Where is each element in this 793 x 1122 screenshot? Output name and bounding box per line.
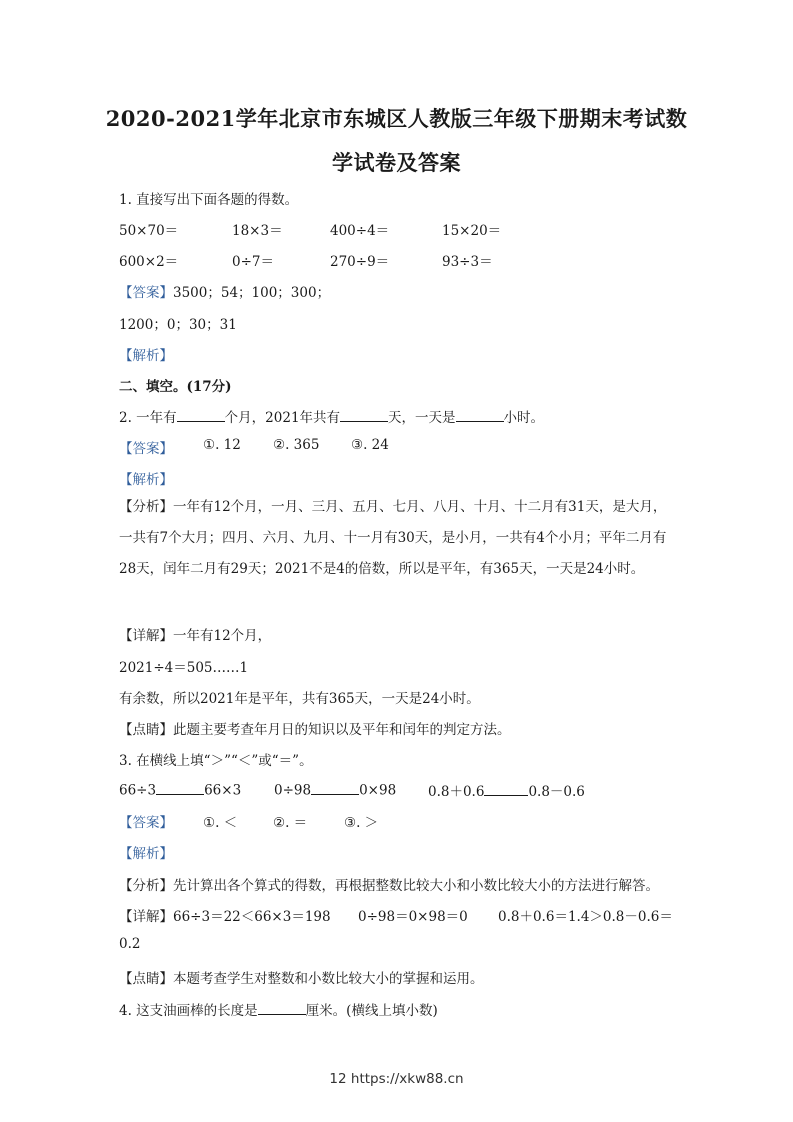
q2-answer-item: ②. 365 (273, 437, 320, 453)
q2-prompt-part: 个月，2021年共有 (224, 410, 341, 426)
q3-answer-item: ②. ＝ (273, 815, 308, 831)
q3-xiangjie-line (119, 905, 679, 925)
q3-expr: 0÷98 (274, 782, 312, 799)
q1-row1-item: 18×3＝ (232, 223, 283, 239)
q3-xiangjie-text-4: 0.2 (119, 936, 141, 952)
page-footer (0, 1071, 793, 1087)
q2-xiangjie-text-1: 一年有12个月， (173, 628, 272, 644)
q1-row1-item: 50×70＝ (119, 223, 179, 239)
q1-answer-line (119, 281, 330, 301)
q2-answer-item: ③. 24 (351, 437, 389, 453)
q4-blank (258, 1001, 306, 1016)
answer-tag: 【答案】 (119, 285, 173, 301)
q2-blank-days (340, 408, 388, 423)
q2-prompt-part: 2. 一年有 (119, 410, 177, 426)
q1-row-2 (119, 250, 679, 270)
q2-prompt-part: 小时。 (503, 410, 545, 426)
q1-row2-item: 0÷7＝ (232, 254, 274, 270)
q3-expr: 0.8－0.6 (528, 784, 585, 800)
fenxi-tag: 【分析】 (119, 499, 173, 515)
q1-answer-text-1: 3500；54；100；300； (173, 285, 331, 301)
q3-fenxi-line (119, 874, 659, 894)
q1-analysis-tag: 【解析】 (119, 348, 173, 364)
q3-expr: 0×98 (359, 782, 397, 799)
q2-xiangjie-text-2: 2021÷4＝505……1 (119, 660, 249, 676)
q3-blank-1 (156, 780, 204, 795)
answer-tag: 【答案】 (119, 441, 173, 457)
q3-blank-2 (311, 780, 359, 795)
q2-dianjing-line (119, 718, 511, 738)
q1-row2-item: 600×2＝ (119, 254, 179, 270)
q2-prompt (119, 406, 544, 426)
q3-xiangjie-text-1: 66÷3＝22＜66×3＝198 (173, 909, 331, 925)
q4-prompt-part: 4. 这支油画棒的长度是 (119, 1003, 258, 1019)
q2-dianjing-text: 此题主要考查年月日的知识以及平年和闰年的判定方法。 (173, 722, 511, 738)
q2-blank-hours (456, 408, 504, 423)
q3-answer-item: ①. ＜ (203, 815, 238, 831)
q3-prompt: 3. 在横线上填“＞”“＜”或“＝”。 (119, 753, 313, 769)
q2-blank-months (177, 408, 225, 423)
section-2-heading: 二、填空。(17分) (119, 379, 232, 395)
q2-answer-item: ①. 12 (203, 437, 241, 453)
q3-answer-item: ③. ＞ (344, 815, 379, 831)
q1-row-1 (119, 219, 679, 239)
document-title-line-2: 学试卷及答案 (332, 150, 461, 175)
answer-tag: 【答案】 (119, 815, 173, 831)
q3-answer-line (119, 811, 519, 831)
q3-comparison-2 (274, 780, 396, 799)
q3-expr: 66÷3 (119, 782, 157, 799)
fenxi-tag: 【分析】 (119, 878, 173, 894)
q3-dianjing-line (119, 967, 484, 987)
q3-comparisons (119, 780, 679, 800)
q2-answer-line (119, 437, 519, 457)
q2-analysis-tag: 【解析】 (119, 472, 173, 488)
q3-fenxi-text: 先计算出各个算式的得数，再根据整数比较大小和小数比较大小的方法进行解答。 (173, 878, 659, 894)
q4-prompt-part: 厘米。(横线上填小数) (305, 1003, 438, 1019)
q3-dianjing-text: 本题考查学生对整数和小数比较大小的掌握和运用。 (173, 971, 484, 987)
q3-analysis-tag: 【解析】 (119, 846, 173, 862)
q1-row1-item: 400÷4＝ (330, 223, 390, 239)
q3-xiangjie-text-3: 0.8＋0.6＝1.4＞0.8－0.6＝ (498, 909, 673, 925)
source-url[interactable]: https://xkw88.cn (350, 1071, 464, 1087)
q1-row2-item: 270÷9＝ (330, 254, 390, 270)
q3-blank-3 (484, 782, 528, 797)
xiangjie-tag: 【详解】 (119, 909, 173, 925)
page-number: 12 (329, 1071, 347, 1087)
q1-row1-item: 15×20＝ (442, 223, 502, 239)
q3-comparison-1 (119, 780, 241, 799)
q3-xiangjie-part-1 (119, 905, 331, 925)
q1-answer-text-2: 1200；0；30；31 (119, 317, 237, 333)
q1-prompt: 1. 直接写出下面各题的得数。 (119, 192, 299, 208)
q2-xiangjie-line-1 (119, 624, 271, 644)
q3-comparison-3 (428, 780, 585, 800)
q2-fenxi-text: 一年有12个月，一月、三月、五月、七月、八月、十月、十二月有31天，是大月，一共有7个大月；四月、六月、九月、十一月有30天，是小月，一共有4个小月；平年二月有28天，闰年二月有29天；2021不是4的倍数，所以是平年，有365天，一天是24小时。 (119, 499, 667, 577)
q2-fenxi-paragraph (119, 492, 675, 585)
q2-prompt-part: 天，一天是 (388, 410, 456, 426)
q4-prompt (119, 999, 438, 1019)
document-title-line-1: 2020-2021学年北京市东城区人教版三年级下册期末考试数 (105, 106, 688, 131)
dianjing-tag: 【点睛】 (119, 971, 173, 987)
xiangjie-tag: 【详解】 (119, 628, 173, 644)
q2-xiangjie-text-3: 有余数，所以2021年是平年，共有365天，一天是24小时。 (119, 691, 480, 707)
q1-row2-item: 93÷3＝ (442, 254, 493, 270)
q3-xiangjie-text-2: 0÷98＝0×98＝0 (358, 909, 468, 925)
q3-expr: 66×3 (204, 782, 242, 799)
q3-expr: 0.8＋0.6 (428, 784, 485, 800)
dianjing-tag: 【点睛】 (119, 722, 173, 738)
